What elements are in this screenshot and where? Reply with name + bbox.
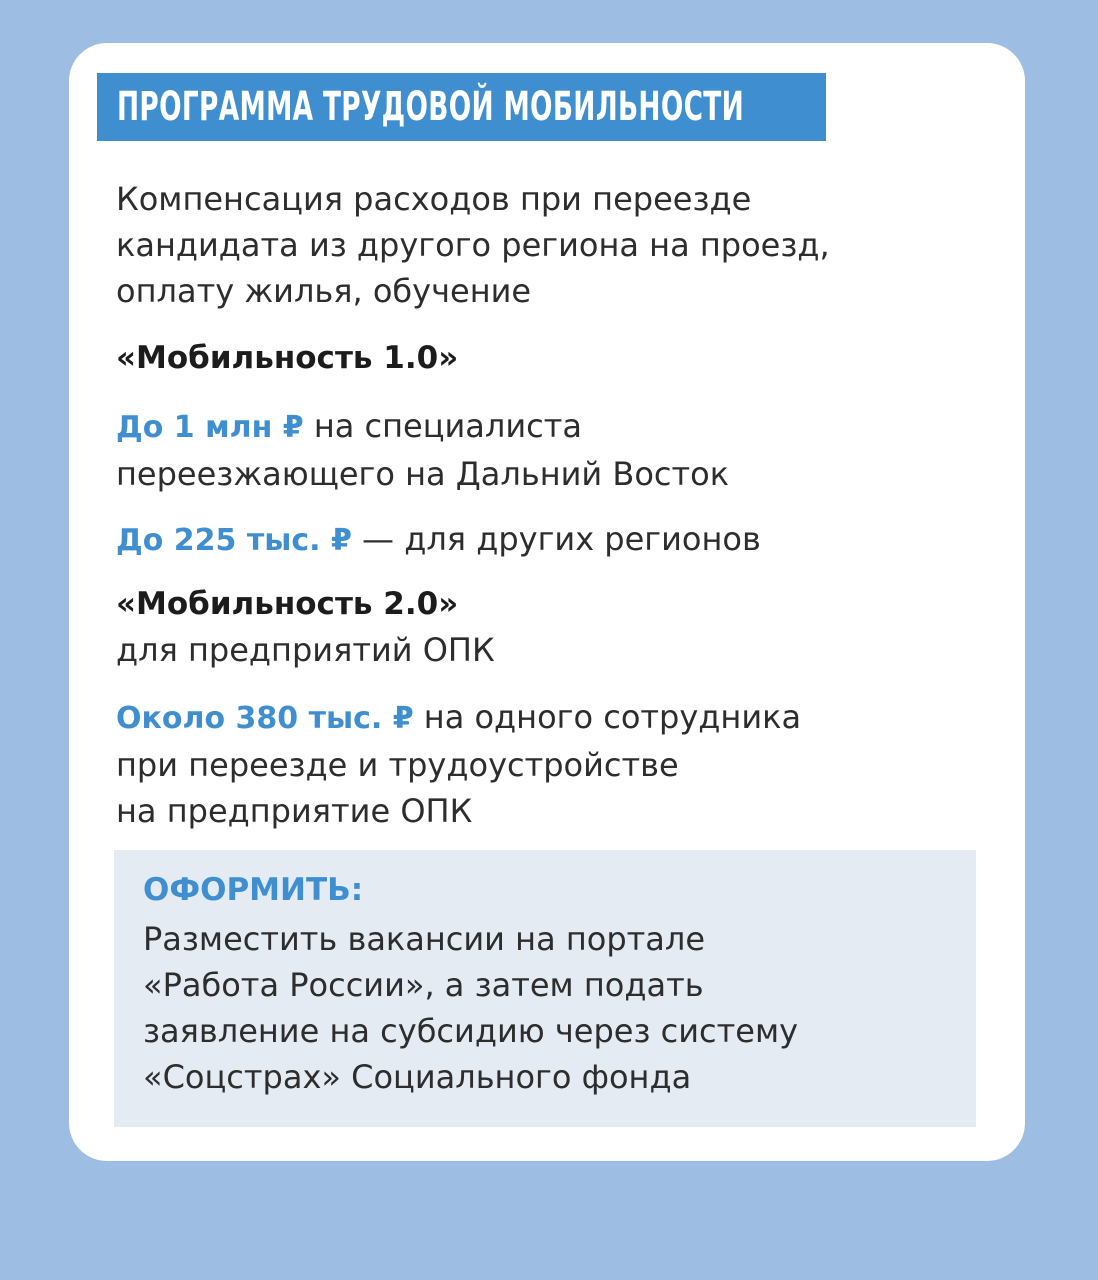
apply-line-4: «Соцстрах» Социального фонда <box>143 1058 692 1096</box>
defense-line-1 <box>116 694 801 742</box>
other-regions-amount: До 225 тыс. ₽ <box>116 523 352 558</box>
defense-amount: Около 380 тыс. ₽ <box>116 701 414 736</box>
apply-line-1: Разместить вакансии на портале <box>143 920 706 958</box>
mobility-2-heading: «Мобильность 2.0» <box>116 586 459 622</box>
defense-text-2: при переезде и трудоустройстве <box>116 746 679 784</box>
intro-line-2: кандидата из другого региона на проезд, <box>116 226 830 264</box>
title-banner <box>97 73 826 141</box>
apply-line-3: заявление на субсидию через систему <box>143 1012 799 1050</box>
far-east-text-1: на специалиста <box>303 407 582 445</box>
defense-text-1: на одного сотрудника <box>413 698 802 736</box>
apply-heading: ОФОРМИТЬ: <box>143 872 364 908</box>
intro-line-1: Компенсация расходов при переезде <box>116 180 752 218</box>
info-card <box>69 43 1025 1161</box>
mobility-1-heading: «Мобильность 1.0» <box>116 340 459 376</box>
far-east-line-1 <box>116 403 729 451</box>
defense-text-3: на предприятие ОПК <box>116 792 473 830</box>
apply-panel <box>114 850 976 1127</box>
intro-line-3: оплату жилья, обучение <box>116 272 532 310</box>
other-regions-offer <box>116 516 761 564</box>
intro-text <box>116 176 830 314</box>
apply-body <box>143 916 798 1100</box>
far-east-text-2: переезжающего на Дальний Восток <box>116 455 730 493</box>
mobility-2-subheading: для предприятий ОПК <box>116 631 495 669</box>
page-title: ПРОГРАММА ТРУДОВОЙ МОБИЛЬНОСТИ <box>117 84 745 130</box>
far-east-offer <box>116 403 729 497</box>
far-east-amount: До 1 млн ₽ <box>116 410 304 445</box>
mobility-2-block <box>116 581 495 673</box>
apply-line-2: «Работа России», а затем подать <box>143 966 704 1004</box>
defense-offer <box>116 694 801 834</box>
other-regions-text: — для других регионов <box>351 520 761 558</box>
